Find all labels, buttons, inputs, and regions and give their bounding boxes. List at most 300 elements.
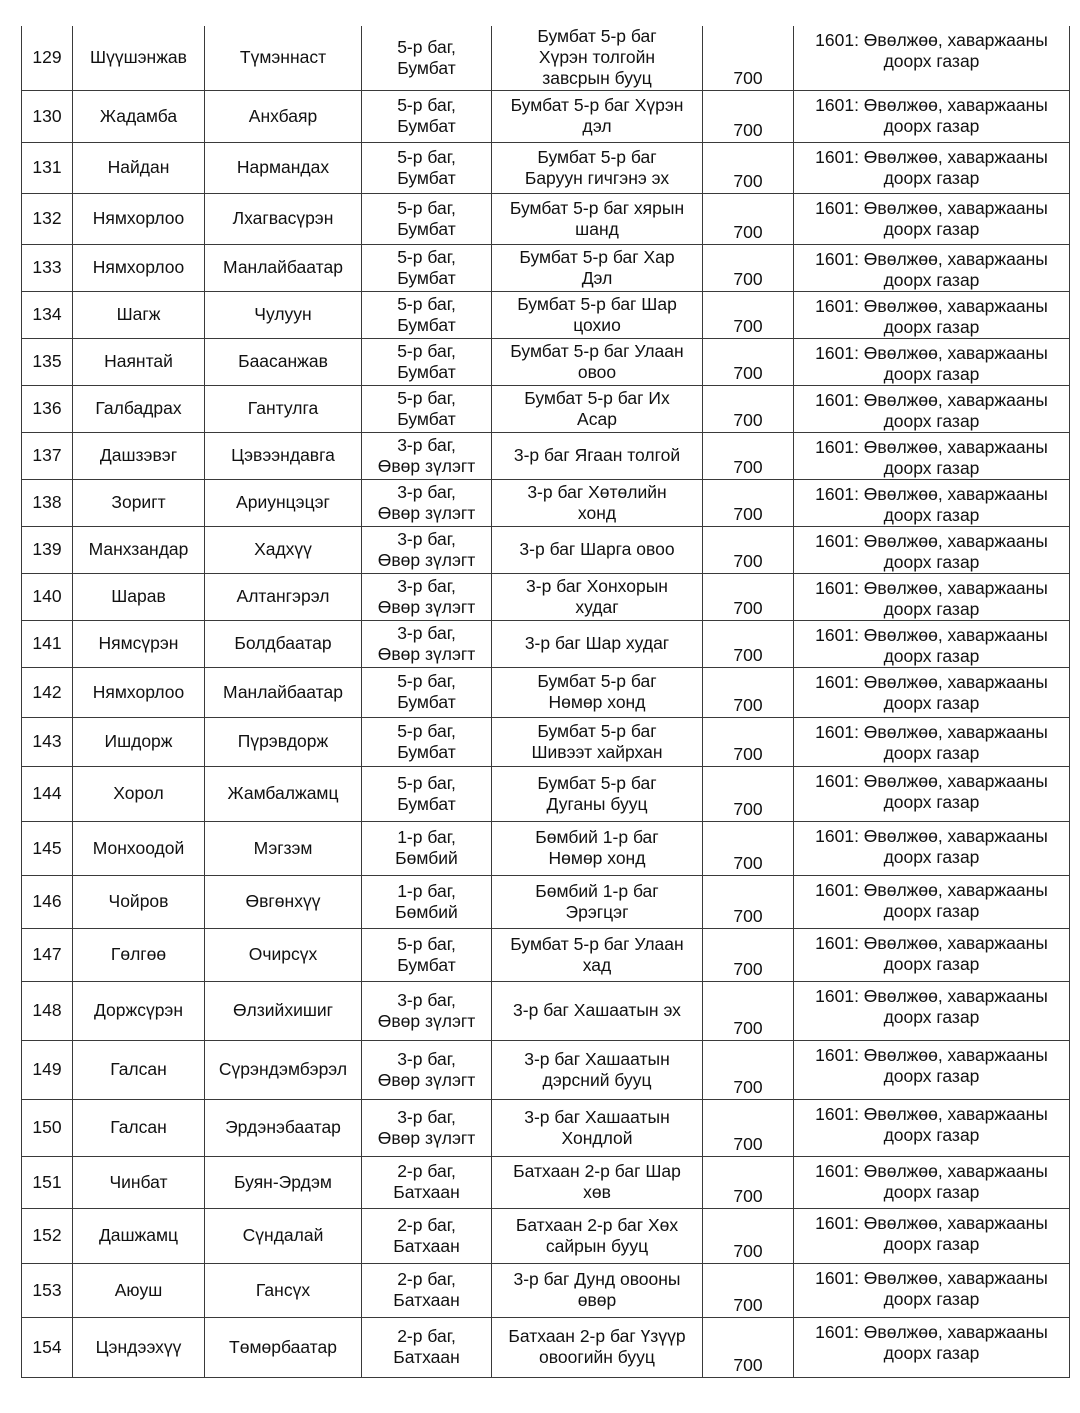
surname-cell [205, 573, 362, 620]
bag-line: Өвөр зүлэгт [377, 1127, 476, 1148]
given-name: Нямхорлоо [92, 681, 185, 702]
location-line: 3-р баг Шар худаг [524, 633, 670, 653]
table-row [22, 432, 1070, 479]
given-name-cell [73, 1317, 205, 1377]
location-line: дэл [582, 116, 612, 136]
surname: Чулуун [254, 304, 312, 324]
table-row [22, 142, 1070, 193]
given-name-cell [73, 1099, 205, 1156]
location-cell [492, 193, 703, 244]
land-use-line: доорх газар [883, 316, 980, 337]
location-line: Бөмбий 1-р баг [535, 827, 659, 847]
row-number-cell [22, 1156, 73, 1208]
location-cell [492, 1040, 703, 1099]
given-name-cell [73, 1040, 205, 1099]
row-number-cell [22, 90, 73, 142]
bag-cell [362, 526, 492, 573]
location-line: 3-р баг Хашаатын [524, 1106, 670, 1127]
location-line: Бумбат 5-р баг Шар [517, 293, 677, 314]
land-use-cell [794, 1156, 1070, 1208]
location-cell [492, 573, 703, 620]
bag-line: 5-р баг, [397, 197, 456, 218]
land-use-line: 1601: Өвөлжөө, хаваржааны [815, 146, 1048, 167]
table-row [22, 1208, 1070, 1263]
row-number: 150 [32, 1117, 62, 1137]
surname-cell [205, 1040, 362, 1099]
surname: Хадхүү [254, 539, 312, 559]
surname-cell [205, 432, 362, 479]
bag-line: 5-р баг, [397, 36, 456, 57]
bag-line: Өвөр зүлэгт [377, 1010, 476, 1031]
land-use-line: доорх газар [883, 51, 980, 71]
table-row [22, 573, 1070, 620]
given-name: Монхоодой [92, 837, 185, 858]
area-cell [703, 1317, 794, 1377]
land-use-cell [794, 142, 1070, 193]
land-use-line: 1601: Өвөлжөө, хаваржааны [815, 483, 1048, 504]
location-line: худаг [575, 596, 619, 617]
land-use-line: доорх газар [883, 551, 980, 572]
bag-line: Бумбат [397, 954, 456, 975]
bag-line: Батхаан [393, 1182, 460, 1202]
surname-cell [205, 1263, 362, 1317]
land-use-cell [794, 526, 1070, 573]
row-number-cell [22, 479, 73, 526]
location-line: Бумбат 5-р баг хярын [509, 197, 685, 218]
location-line: Батхаан 2-р баг Шар [513, 1161, 681, 1181]
surname-cell [205, 1099, 362, 1156]
area-cell [703, 193, 794, 244]
given-name: Наянтай [104, 351, 173, 371]
location-line: Дэл [581, 267, 613, 288]
land-use-line: 1601: Өвөлжөө, хаваржааны [815, 1044, 1048, 1065]
location-cell [492, 291, 703, 338]
given-name: Галсан [110, 1117, 167, 1137]
area-value: 700 [733, 1240, 763, 1261]
location-line: овоо [577, 361, 617, 382]
row-number-cell [22, 766, 73, 821]
area-cell [703, 385, 794, 432]
table-row [22, 244, 1070, 291]
area-cell [703, 291, 794, 338]
table-row [22, 667, 1070, 717]
table-row [22, 620, 1070, 667]
surname-cell [205, 766, 362, 821]
row-number: 136 [32, 398, 62, 418]
bag-cell [362, 291, 492, 338]
bag-cell [362, 620, 492, 667]
bag-line: Батхаан [393, 1347, 460, 1367]
given-name: Цэндээхүү [95, 1336, 182, 1357]
area-value: 700 [733, 456, 763, 477]
bag-cell [362, 338, 492, 385]
area-value: 700 [733, 958, 763, 979]
surname: Цэвээндавга [231, 445, 335, 465]
row-number-cell [22, 928, 73, 981]
row-number: 132 [32, 208, 62, 228]
surname: Төмөрбаатар [229, 1336, 337, 1357]
land-use-line: 1601: Өвөлжөө, хаваржааны [815, 1160, 1048, 1181]
bag-line: 5-р баг, [397, 95, 456, 115]
area-value: 700 [733, 1185, 763, 1206]
land-use-line: 1601: Өвөлжөө, хаваржааны [815, 1267, 1048, 1288]
land-use-cell [794, 1040, 1070, 1099]
location-line: 3-р баг Дунд овооны [513, 1269, 681, 1289]
bag-cell [362, 766, 492, 821]
location-cell [492, 432, 703, 479]
area-value: 700 [733, 798, 763, 819]
surname: Эрдэнэбаатар [225, 1117, 341, 1137]
location-line: Бумбат 5-р баг [537, 720, 657, 741]
area-cell [703, 717, 794, 766]
location-cell [492, 1208, 703, 1263]
location-cell [492, 90, 703, 142]
bag-line: Бумбат [397, 116, 456, 136]
row-number: 144 [32, 783, 62, 803]
surname: Ариунцэцэг [236, 492, 330, 512]
land-use-line: 1601: Өвөлжөө, хаваржааны [815, 295, 1048, 316]
bag-cell [362, 981, 492, 1040]
land-use-line: доорх газар [883, 1006, 980, 1027]
land-use-cell [794, 1263, 1070, 1317]
location-line: өвөр [577, 1290, 617, 1310]
land-use-line: доорх газар [883, 846, 980, 867]
land-use-line: 1601: Өвөлжөө, хаваржааны [815, 825, 1048, 846]
bag-line: Бумбат [397, 793, 456, 814]
surname: Пүрэвдорж [237, 731, 329, 751]
row-number-cell [22, 717, 73, 766]
area-value: 700 [733, 644, 763, 665]
row-number: 153 [32, 1279, 62, 1300]
land-use-line: 1601: Өвөлжөө, хаваржааны [815, 770, 1048, 791]
surname-cell [205, 385, 362, 432]
table-row [22, 479, 1070, 526]
row-number-cell [22, 244, 73, 291]
land-use-line: доорх газар [883, 1342, 980, 1363]
area-value: 700 [733, 852, 763, 873]
land-use-line: доорх газар [883, 410, 980, 431]
location-line: хөв [583, 1182, 611, 1202]
row-number: 135 [32, 351, 62, 371]
given-name: Нямхорлоо [92, 208, 185, 228]
land-use-line: доорх газар [883, 363, 980, 384]
row-number: 147 [32, 944, 62, 964]
surname-cell [205, 1317, 362, 1377]
row-number-cell [22, 620, 73, 667]
area-cell [703, 479, 794, 526]
area-cell [703, 1263, 794, 1317]
land-use-cell [794, 981, 1070, 1040]
row-number: 134 [32, 304, 62, 324]
bag-cell [362, 717, 492, 766]
surname: Гантулга [247, 398, 319, 418]
land-use-line: 1601: Өвөлжөө, хаваржааны [815, 624, 1048, 645]
location-line: Бөмбий 1-р баг [535, 880, 659, 901]
land-use-line: доорх газар [883, 504, 980, 525]
bag-line: 1-р баг, [397, 827, 456, 847]
area-cell [703, 620, 794, 667]
location-line: 3-р баг Шарга овоо [519, 539, 675, 559]
land-use-cell [794, 1208, 1070, 1263]
bag-line: 2-р баг, [397, 1269, 456, 1289]
surname-cell [205, 193, 362, 244]
bag-cell [362, 1208, 492, 1263]
bag-cell [362, 479, 492, 526]
table-row [22, 1263, 1070, 1317]
given-name-cell [73, 1263, 205, 1317]
given-name-cell [73, 244, 205, 291]
table-row [22, 766, 1070, 821]
surname-cell [205, 981, 362, 1040]
location-line: Нөмөр хонд [548, 692, 646, 712]
area-value: 700 [733, 1354, 763, 1375]
row-number: 154 [32, 1336, 62, 1357]
land-use-line: доорх газар [883, 1233, 980, 1254]
location-cell [492, 1099, 703, 1156]
surname: Манлайбаатар [223, 681, 343, 702]
land-use-line: доорх газар [883, 1065, 980, 1086]
location-cell [492, 1317, 703, 1377]
surname-cell [205, 142, 362, 193]
location-line: хад [582, 954, 612, 975]
location-line: 3-р баг Хөтөлийн [527, 481, 667, 502]
row-number-cell [22, 385, 73, 432]
location-line: Хүрэн толгойн [538, 47, 656, 68]
land-use-line: доорх газар [883, 742, 980, 763]
land-use-line: 1601: Өвөлжөө, хаваржааны [815, 436, 1048, 457]
area-cell [703, 766, 794, 821]
location-cell [492, 142, 703, 193]
given-name: Хорол [113, 783, 164, 803]
land-use-line: 1601: Өвөлжөө, хаваржааны [815, 985, 1048, 1006]
bag-line: 5-р баг, [397, 772, 456, 793]
land-use-line: доорх газар [883, 645, 980, 666]
location-cell [492, 821, 703, 875]
table-row [22, 981, 1070, 1040]
land-use-cell [794, 620, 1070, 667]
bag-line: Өвөр зүлэгт [377, 1069, 476, 1090]
location-line: Бумбат 5-р баг Хар [519, 246, 675, 267]
bag-line: Бумбат [397, 692, 456, 712]
land-use-line: 1601: Өвөлжөө, хаваржааны [815, 1103, 1048, 1124]
row-number: 138 [32, 492, 62, 512]
location-line: хонд [577, 502, 617, 523]
surname: Өвгөнхүү [245, 891, 321, 911]
row-number: 148 [32, 1000, 62, 1020]
land-use-line: доорх газар [883, 457, 980, 478]
table-row [22, 90, 1070, 142]
location-cell [492, 479, 703, 526]
bag-line: Бумбат [397, 167, 456, 188]
land-use-line: 1601: Өвөлжөө, хаваржааны [815, 342, 1048, 363]
land-allocation-table [21, 26, 1070, 1378]
land-use-cell [794, 1317, 1070, 1377]
land-use-cell [794, 291, 1070, 338]
location-cell [492, 928, 703, 981]
location-line: Эрэгцэг [565, 901, 629, 922]
location-line: Бумбат 5-р баг [537, 26, 657, 47]
bag-line: 2-р баг, [397, 1161, 456, 1181]
table-row [22, 875, 1070, 928]
land-use-cell [794, 717, 1070, 766]
bag-line: 3-р баг, [397, 528, 456, 549]
area-cell [703, 928, 794, 981]
location-line: сайрын бууц [545, 1235, 649, 1256]
surname: Анхбаяр [248, 105, 318, 126]
given-name-cell [73, 90, 205, 142]
location-line: Шивээт хайрхан [531, 741, 663, 762]
bag-line: Бумбат [397, 408, 456, 429]
area-cell [703, 142, 794, 193]
land-use-line: доорх газар [883, 1124, 980, 1145]
bag-line: Бумбат [397, 314, 456, 335]
row-number-cell [22, 1317, 73, 1377]
bag-line: 3-р баг, [397, 622, 456, 643]
land-use-cell [794, 766, 1070, 821]
given-name: Чинбат [109, 1171, 168, 1192]
land-use-cell [794, 26, 1070, 90]
surname: Гансүх [255, 1279, 311, 1300]
surname: Жамбалжамц [227, 783, 339, 803]
given-name: Жадамба [99, 105, 178, 126]
table-row [22, 717, 1070, 766]
land-use-line: 1601: Өвөлжөө, хаваржааны [815, 721, 1048, 742]
land-use-line: доорх газар [883, 953, 980, 974]
location-cell [492, 1263, 703, 1317]
bag-cell [362, 1156, 492, 1208]
row-number-cell [22, 1099, 73, 1156]
bag-line: Өвөр зүлэгт [377, 596, 476, 617]
area-cell [703, 338, 794, 385]
row-number-cell [22, 667, 73, 717]
row-number-cell [22, 193, 73, 244]
location-line: Батхаан 2-р баг Үзүүр [508, 1326, 686, 1346]
land-use-cell [794, 338, 1070, 385]
area-cell [703, 1040, 794, 1099]
given-name: Нямхорлоо [92, 257, 185, 277]
area-value: 700 [733, 221, 763, 242]
land-use-cell [794, 90, 1070, 142]
bag-line: 2-р баг, [397, 1326, 456, 1346]
bag-cell [362, 875, 492, 928]
land-use-cell [794, 928, 1070, 981]
area-cell [703, 244, 794, 291]
bag-line: Батхаан [393, 1290, 460, 1310]
land-use-line: 1601: Өвөлжөө, хаваржааны [815, 932, 1048, 953]
bag-line: Өвөр зүлэгт [377, 549, 476, 570]
bag-cell [362, 928, 492, 981]
given-name: Доржсүрэн [93, 1000, 184, 1020]
land-use-line: доорх газар [883, 692, 980, 713]
bag-line: Өвөр зүлэгт [377, 643, 476, 664]
surname-cell [205, 526, 362, 573]
surname-cell [205, 1156, 362, 1208]
bag-line: 5-р баг, [397, 720, 456, 741]
row-number: 139 [32, 539, 62, 559]
surname: Өлзийхишиг [232, 1000, 334, 1020]
bag-line: 5-р баг, [397, 933, 456, 954]
land-use-cell [794, 193, 1070, 244]
bag-line: Өвөр зүлэгт [377, 502, 476, 523]
given-name: Галсан [110, 1059, 167, 1079]
row-number: 142 [32, 681, 62, 702]
given-name: Шагж [116, 304, 161, 324]
location-line: 3-р баг Хашаатын [524, 1048, 670, 1069]
land-use-line: 1601: Өвөлжөө, хаваржааны [815, 1321, 1048, 1342]
land-use-cell [794, 875, 1070, 928]
location-line: Дуганы бууц [546, 793, 648, 814]
row-number: 146 [32, 891, 62, 911]
table-row [22, 928, 1070, 981]
surname: Очирсүх [248, 944, 318, 964]
location-cell [492, 981, 703, 1040]
location-cell [492, 620, 703, 667]
location-line: Баруун гичгэнэ эх [524, 167, 670, 188]
row-number-cell [22, 981, 73, 1040]
given-name-cell [73, 26, 205, 90]
area-cell [703, 90, 794, 142]
bag-line: 5-р баг, [397, 387, 456, 408]
location-line: Бумбат 5-р баг Хүрэн [510, 95, 684, 115]
bag-line: Бөмбий [395, 901, 458, 922]
land-use-cell [794, 1099, 1070, 1156]
given-name-cell [73, 667, 205, 717]
surname: Алтангэрэл [236, 586, 330, 606]
surname-cell [205, 244, 362, 291]
land-use-line: доорх газар [883, 115, 980, 136]
land-use-line: 1601: Өвөлжөө, хаваржааны [815, 94, 1048, 115]
location-cell [492, 526, 703, 573]
table-row [22, 1156, 1070, 1208]
table-row [22, 821, 1070, 875]
location-line: шанд [575, 218, 619, 239]
land-use-line: доорх газар [883, 1288, 980, 1309]
land-use-cell [794, 479, 1070, 526]
row-number-cell [22, 821, 73, 875]
given-name-cell [73, 479, 205, 526]
land-use-cell [794, 244, 1070, 291]
area-value: 700 [733, 119, 763, 140]
bag-cell [362, 244, 492, 291]
bag-line: Бумбат [397, 361, 456, 382]
surname-cell [205, 338, 362, 385]
land-use-cell [794, 385, 1070, 432]
area-cell [703, 1156, 794, 1208]
row-number: 130 [32, 105, 62, 126]
table-body [22, 26, 1070, 1377]
area-value: 700 [733, 905, 763, 926]
bag-line: 3-р баг, [397, 434, 456, 455]
bag-line: 5-р баг, [397, 146, 456, 167]
area-value: 700 [733, 315, 763, 336]
row-number: 140 [32, 586, 62, 606]
table-row [22, 1317, 1070, 1377]
area-value: 700 [733, 1133, 763, 1154]
row-number-cell [22, 1040, 73, 1099]
bag-line: 3-р баг, [397, 989, 456, 1010]
location-line: завсрын бууц [542, 68, 652, 89]
bag-line: Бумбат [397, 741, 456, 762]
row-number-cell [22, 338, 73, 385]
given-name: Ишдорж [104, 731, 173, 751]
area-cell [703, 432, 794, 479]
land-use-line: 1601: Өвөлжөө, хаваржааны [815, 30, 1048, 50]
area-cell [703, 526, 794, 573]
land-use-cell [794, 821, 1070, 875]
row-number: 145 [32, 837, 62, 858]
bag-line: Бумбат [397, 267, 456, 288]
land-use-line: 1601: Өвөлжөө, хаваржааны [815, 248, 1048, 269]
